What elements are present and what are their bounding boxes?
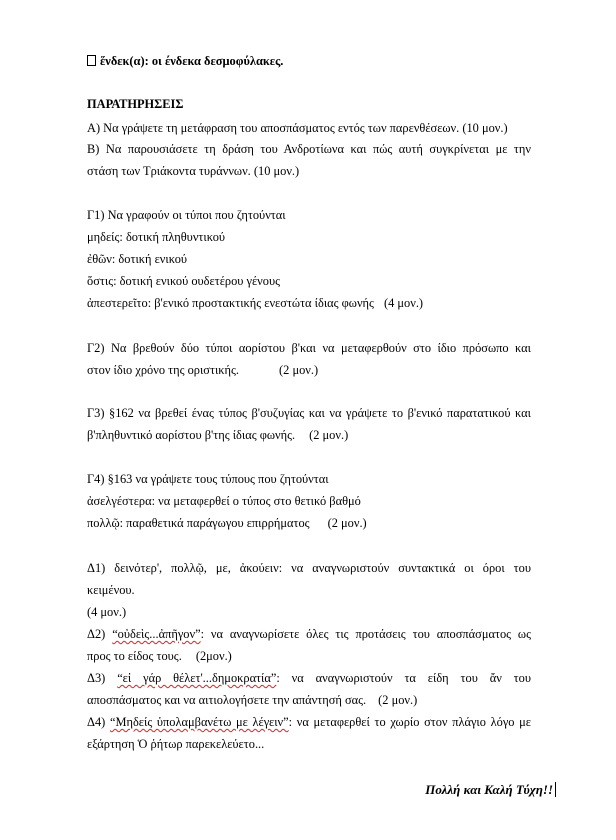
question-g4-item1: ἀσελγέστερα: να μεταφερθεί ο τύπος στο θετικό βαθμό <box>87 494 361 508</box>
question-d2-line1 <box>87 626 531 642</box>
question-d3-line1 <box>87 670 531 686</box>
question-g2-line2 <box>87 362 318 378</box>
question-d3-line2 <box>87 692 417 708</box>
question-d1-line2: κειμένου. <box>87 583 135 597</box>
question-d2-points: (2μον.) <box>195 649 232 663</box>
question-g1-intro: Γ1) Να γραφούν οι τύποι που ζητούνται <box>87 208 286 222</box>
question-d4-label: Δ4) <box>87 715 106 729</box>
question-d3-rest: : να αναγνωριστούν τα είδη του ἄν του <box>276 671 531 685</box>
question-g4-intro: Γ4) §163 να γράψετε τους τύπους που ζητούνται <box>87 472 329 486</box>
footnote-gloss: : οι ένδεκα δεσμοφύλακες. <box>144 54 284 68</box>
question-b-line1: Β) Να παρουσιάσετε τη δράση του Ανδροτίωνα και πώς αυτή συγκρίνεται με την <box>87 142 531 156</box>
question-d2-rest: : να αναγνωρίσετε όλες τις προτάσεις του αποσπάσματος ως <box>200 627 531 641</box>
question-d1-points: (4 μον.) <box>87 605 127 619</box>
footnote-word: ἕνδεκ(α) <box>100 54 145 68</box>
question-g2-line1: Γ2) Να βρεθούν δύο τύποι αορίστου β'και να μεταφερθούν στο ίδιο πρόσωπο και <box>87 341 531 355</box>
question-d2-text: προς το είδος τους. <box>87 649 182 663</box>
question-g2-text: στον ίδιο χρόνο της οριστικής. <box>87 363 240 377</box>
question-d3-quote: “εἰ γάρ θέλετ'...δημοκρατία” <box>117 671 277 685</box>
question-d4-quote: “Μηδείς ὑπολαμβανέτω με λέγειν” <box>109 715 289 729</box>
checkbox-glyph <box>87 55 96 66</box>
question-g1-item: ὅστις: δοτική ενικού ουδετέρου γένους <box>87 274 281 288</box>
question-d4-rest: : να μεταφερθεί το χωρίο στον πλάγιο λόγο με <box>288 715 531 729</box>
question-g3-points: (2 μον.) <box>309 428 349 442</box>
closing-text: Πολλή και Καλή Τύχη!! <box>425 782 553 797</box>
question-g1-item: μηδείς: δοτική πληθυντικού <box>87 230 226 244</box>
question-g4-points: (2 μον.) <box>327 516 367 530</box>
remarks-heading: ΠΑΡΑΤΗΡΗΣΕΙΣ <box>87 97 184 111</box>
closing-wish <box>425 782 556 798</box>
question-d2-line2 <box>87 648 232 664</box>
question-d2-label: Δ2) <box>87 627 106 641</box>
question-g2-points: (2 μον.) <box>279 363 319 377</box>
question-d3-label: Δ3) <box>87 671 106 685</box>
question-d3-points: (2 μον.) <box>378 693 418 707</box>
footnote <box>87 53 283 69</box>
question-g1-last-text: ἀπεστερεῖτο: β'ενικό προστακτικής ενεστώτα ίδιας φωνής <box>87 296 374 310</box>
question-g4-item2-text: πολλῷ: παραθετικά παράγωγου επιρρήματος <box>87 516 310 530</box>
question-g1-item: ἐθῶν: δοτική ενικού <box>87 252 188 266</box>
question-d1-line1: Δ1) δεινότερ', πολλῷ, με, ἀκούειν: να αναγνωριστούν συντακτικά οι όροι του <box>87 561 531 575</box>
question-g3-text: β'πληθυντικό αορίστου β'της ίδιας φωνής. <box>87 428 296 442</box>
question-d3-text: αποσπάσματος και να αιτιολογήσετε την απάντησή σας. <box>87 693 367 707</box>
text-cursor <box>555 782 556 797</box>
question-a: Α) Να γράψετε τη μετάφραση του αποσπάσματος εντός των παρενθέσεων. (10 μον.) <box>87 121 508 135</box>
question-g1-last <box>87 295 423 311</box>
question-d4-line2: εξάρτηση Ὁ ῥήτωρ παρεκελεύετο... <box>87 737 265 751</box>
question-d4-line1 <box>87 714 531 730</box>
question-b-line2: στάση των Τριάκοντα τυράννων. (10 μον.) <box>87 164 300 178</box>
question-g3-line2 <box>87 427 348 443</box>
question-d2-quote: “οὐδεὶς...ἀπῆγον” <box>112 627 201 641</box>
question-g3-line1: Γ3) §162 να βρεθεί ένας τύπος β'συζυγίας και να γράψετε το β'ενικό παρατατικού και <box>87 406 531 420</box>
question-g1-points: (4 μον.) <box>383 296 424 310</box>
question-g4-item2 <box>87 515 367 531</box>
